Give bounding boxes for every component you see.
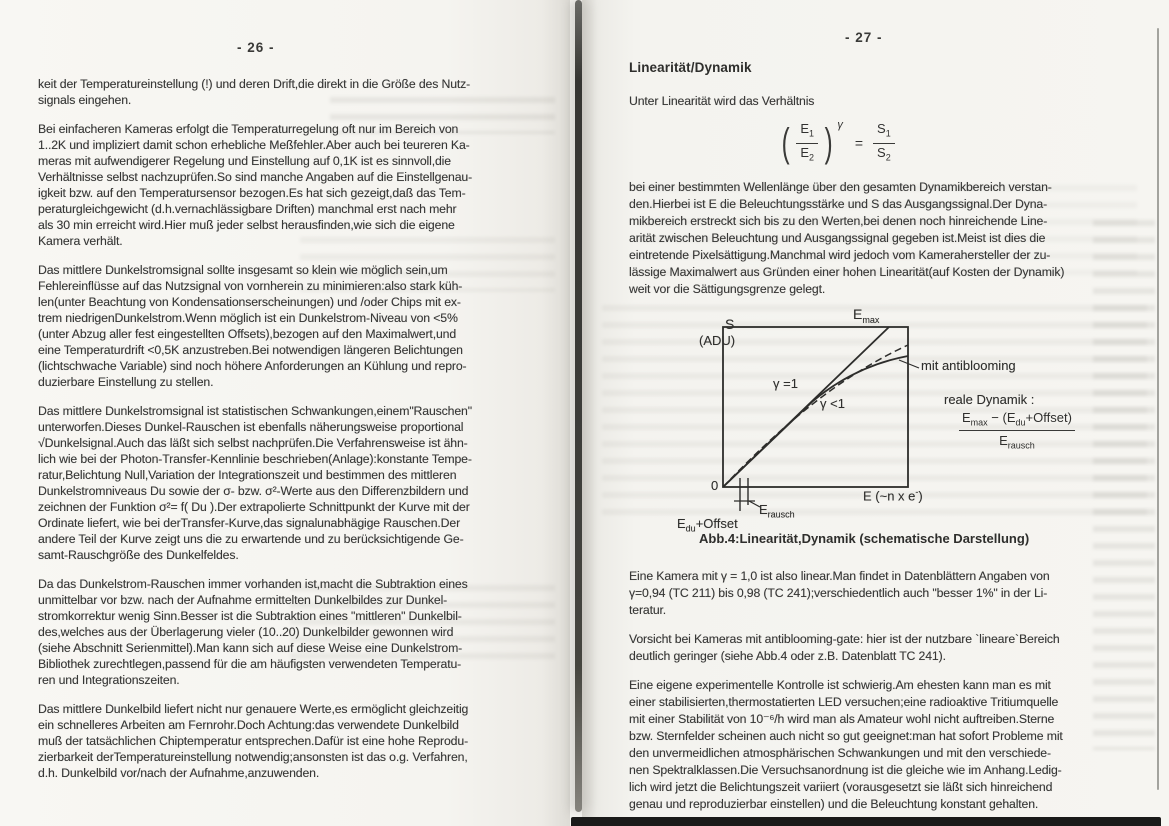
paragraph-dunkelstromsignal	[38, 262, 570, 390]
text-line: ren und Integrationszeiten.	[38, 673, 180, 687]
text-line: bei einer bestimmten Wellenlänge über den gesamten Dynamikbereich verstan-	[629, 180, 1052, 194]
text-line: Das mittlere Dunkelbild liefert nicht nur genauere Werte,es ermöglicht gleichzeitig	[38, 702, 469, 716]
text-line: Verhältnisse selbst nachzuprüfen.So sind manche Angaben auf die Einstellgenau-	[38, 170, 473, 184]
y-axis-symbol: S	[725, 316, 735, 332]
paragraph-dynamikbereich	[629, 179, 1144, 298]
text-line: andere Teil der Kurve zeigt uns die zu erwartende und zu berücksichtigende Ge-	[38, 532, 464, 546]
rhs-fraction	[873, 121, 895, 165]
paragraph-dunkelrauschen	[38, 403, 570, 563]
figure-caption: Abb.4:Linearität,Dynamik (schematische Darstellung)	[699, 531, 1030, 546]
text-line: teratur.	[629, 603, 667, 617]
lhs-denominator: $E_2$	[800, 144, 815, 163]
page-26-text-column	[38, 76, 570, 794]
text-line: samt-Rauschgröße des Dunkelfeldes.	[38, 548, 239, 562]
reale-dynamik-label: reale Dynamik :	[944, 392, 1035, 407]
scan-bottom-edge	[571, 817, 1161, 826]
text-line: trem niedrigenDunkelstrom.Wenn möglich ist ein Dunkelstrom-Niveau von <5%	[38, 311, 458, 325]
page-number-27: - 27 -	[845, 30, 883, 45]
antiblooming-curve	[723, 356, 908, 487]
emax-label: $E_{max}$	[853, 306, 880, 325]
text-line: mikbereich erstreckt sich bis zu den Werten,bei denen noch hinreichende Line-	[629, 214, 1048, 228]
text-line: duzierbare Einstellung zu stellen.	[38, 375, 214, 389]
text-line: Bei einfacheren Kameras erfolgt die Temperaturregelung oft nur im Bereich von	[38, 122, 459, 136]
text-line: eine Temperaturdrift <0,5K anzustreben.Bei notwendigen längeren Belichtungen	[38, 343, 463, 357]
text-line: zierbarkeit derTemperatureinstellung notwendig;ansonsten ist das o.g. Verfahren,	[38, 750, 468, 764]
origin-label: 0	[711, 478, 719, 493]
text-line: als 30 min erreicht wird.Hier muß jeder selbst herausfinden,wie sich die eigene	[38, 218, 455, 232]
y-axis-unit: (ADU)	[699, 333, 736, 348]
paragraph-vorsicht-antiblooming	[629, 631, 1144, 665]
text-line: Das mittlere Dunkelstromsignal ist statistischen Schwankungen,einem"Rauschen"	[38, 404, 472, 418]
text-line: Bibliothek zurechtlegen,passend für die am häufigsten verwendeten Temperatu-	[38, 657, 462, 671]
text-line: Dunkelstromniveaus Du sowie der σ- bzw. σ²-Werte aus den Differenzbildern und	[38, 484, 469, 498]
text-line: lässige Maximalwert aus Gründen einer hohen Linearität(auf Kosten der Dynamik)	[629, 265, 1065, 279]
rhs-numerator: $S_1$	[873, 121, 895, 144]
text-line: (unter Abzug aller fest eingestellten Offsets),bezogen auf den Maximalwert,und	[38, 327, 457, 341]
text-line: Kamera verhält.	[38, 234, 123, 248]
text-line: mit einer Stabilität von 10⁻⁶/h wird man als Amateur wohl nicht auftreiben.Sterne	[629, 712, 1055, 726]
text-line: Ordinate liefert, wie bei derTransfer-Kurve,das signalunabhägige Rauschen.Der	[38, 516, 461, 530]
paragraph-temperaturregelung	[38, 121, 570, 249]
text-line: igkeit bzw. auf den Temperatursensor bezogen.Es hat sich gezeigt,daß das Tem-	[38, 186, 466, 200]
paragraph-gamma-werte	[629, 568, 1144, 619]
figure-abb4	[627, 306, 1152, 560]
text-line: keit der Temperatureinstellung (!) und deren Drift,die direkt in die Größe des Nutz-	[38, 77, 471, 91]
text-line: weit vor die Sättigungsgrenze gelegt.	[629, 282, 826, 296]
x-axis-label: E (~n x e-)	[863, 487, 923, 504]
text-line: ratur,Belichtung Null,Variation der Integrationszeit und bestimmen des mittleren	[38, 468, 457, 482]
linearity-formula	[779, 117, 1144, 169]
right-paren: )	[824, 121, 833, 165]
text-line: meras mit aufwendigerer Regelung und Einstellung auf 0,1K ist es sinnvoll,die	[38, 154, 451, 168]
book-gutter-shadow	[575, 0, 582, 812]
text-line: arität zwischen Beleuchtung und Ausgangssignal gegeben ist.Meist ist dies die	[629, 231, 1046, 245]
page-27	[582, 0, 1169, 826]
gamma-exponent: γ	[837, 119, 843, 131]
text-line: √Dunkelsignal.Auch das läßt sich selbst nachprüfen.Die Verfahrensweise ist ähn-	[38, 436, 468, 450]
edu-offset-label: $E_{du}+Offset$	[677, 516, 738, 534]
page-number-26: - 26 -	[237, 40, 275, 55]
text-line: deutlich geringer (siehe Abb.4 oder z.B. Datenblatt TC 241).	[629, 649, 946, 663]
page-26	[0, 0, 570, 826]
text-line: eintretende Pixelsättigung.Manchmal wird jedoch vom Kamerahersteller der zu-	[629, 248, 1051, 262]
text-line: Fehlereinflüsse auf das Nutzsignal von vornherein zu minimieren:also stark küh-	[38, 279, 463, 293]
text-line: Das mittlere Dunkelstromsignal sollte insgesamt so klein wie möglich sein,um	[38, 263, 448, 277]
page-right-edge-line	[1157, 28, 1159, 790]
intro-line: Unter Linearität wird das Verhältnis	[629, 94, 815, 108]
reale-dynamik-formula	[959, 410, 1075, 450]
text-line: Da das Dunkelstrom-Rauschen immer vorhanden ist,macht die Subtraktion eines	[38, 577, 468, 591]
text-line: peraturgleichgewicht (d.h.vernachlässigbare Driften) manchmal erst nach mehr	[38, 202, 457, 216]
text-line: einer stabilisierten,thermostatierten LED versuchen;eine radioaktive Tritiumquelle	[629, 695, 1059, 709]
text-line: (siehe Abschnitt Serienmittel).Man kann sich auf diese Weise eine Dunkelstrom-	[38, 641, 463, 655]
text-line: ein schnelleres Arbeiten am Fernrohr.Doch Achtung:das verwendete Dunkelbild	[38, 718, 459, 732]
page-27-text-column	[629, 60, 1144, 825]
antiblooming-leader-line	[899, 360, 919, 368]
text-line: lich wird jetzt die Belichtungszeit variiert (vorausgesetzt sie läßt sich hinreichend	[629, 780, 1053, 794]
dynamik-denominator: $E_{rausch}$	[999, 432, 1035, 451]
text-line: genau und reproduzierbar einstellen) und die Beleuchtung konstant gehalten.	[629, 797, 1039, 811]
text-line: unmittelbar vor bzw. nach der Aufnahme ermittelten Dunkelbildes zur Dunkel-	[38, 593, 448, 607]
rhs-denominator: $S_2$	[877, 144, 891, 163]
text-line: Vorsicht bei Kameras mit antiblooming-gate: hier ist der nutzbare `lineare`Bereich	[629, 632, 1060, 646]
text-line: muß der tatsächlichen Chiptemperatur entsprechen.Dafür ist eine hohe Reprodu-	[38, 734, 469, 748]
lhs-numerator: $E_1$	[796, 121, 818, 144]
plot-frame	[723, 327, 908, 487]
gamma-eq-1-label: γ =1	[773, 376, 798, 391]
erausch-label: $E_{rausch}$	[759, 502, 795, 520]
antiblooming-label: mit antiblooming	[921, 358, 1016, 373]
text-line: lich wie bei der Photon-Transfer-Kennlinie beschrieben(Anlage):konstante Tempe-	[38, 452, 472, 466]
text-line: signals eingehen.	[38, 93, 132, 107]
paragraph-continuation	[38, 76, 570, 108]
text-line: 1..2K und impliziert damit schon erhebliche Meßfehler.Aber auch bei teureren Ka-	[38, 138, 470, 152]
text-line: unterworfen.Dieses Dunkel-Rauschen ist ebenfalls näherungsweise proportional	[38, 420, 464, 434]
text-line: Eine Kamera mit γ = 1,0 ist also linear.Man findet in Datenblättern Angaben von	[629, 569, 1050, 583]
paragraph-experimentelle-kontrolle	[629, 677, 1144, 813]
text-line: zeichnen der Funktion σ²= f( Du ).Der extrapolierte Schnittpunkt der Kurve mit der	[38, 500, 470, 514]
text-line: des,welches aus der Überlagerung vieler (10..20) Dunkelbilder gewonnen wird	[38, 625, 454, 639]
text-line: len(unter Beachtung von Kondensationserscheinungen) und /oder Chips mit ex-	[38, 295, 461, 309]
text-line: γ=0,94 (TC 211) bis 0,98 (TC 241);verschiedentlich auch "besser 1%" in der Li-	[629, 586, 1048, 600]
dynamik-numerator: $E_{max}$ − $(E_{du}+Offset)$	[959, 410, 1075, 431]
text-line: d.h. Dunkelbild vor/nach der Aufnahme,anzuwenden.	[38, 766, 320, 780]
text-line: den.Hierbei ist E die Beleuchtungsstärke und S das Ausgangssignal.Der Dyna-	[629, 197, 1048, 211]
text-line: den unvermeidlichen atmosphärischen Schwankungen und mit den verschiede-	[629, 746, 1051, 760]
text-line: nen Spektralklassen.Die Versuchsanordnung ist die gleiche wie im Anhang.Ledig-	[629, 763, 1062, 777]
text-line: bzw. Sternfelder scheinen auch nicht so gut geeignet:man hat sofort Probleme mit	[629, 729, 1063, 743]
text-line: stromkorrektur wenig Sinn.Besser ist die Subtraktion eines "mittleren" Dunkelbil-	[38, 609, 462, 623]
text-line: Eine eigene experimentelle Kontrolle ist schwierig.Am ehesten kann man es mit	[629, 678, 1051, 692]
lhs-fraction	[796, 121, 818, 165]
section-title: Linearität/Dynamik	[629, 60, 752, 75]
left-paren: (	[781, 121, 790, 165]
paragraph-mittleres-dunkelbild	[38, 701, 570, 781]
paragraph-dunkelbild-subtraktion	[38, 576, 570, 688]
equals-sign: =	[854, 135, 864, 151]
text-line: (lichtschwache Variable) sind noch höhere Anforderungen an Kühlung und repro-	[38, 359, 467, 373]
gamma-lt-1-label: γ <1	[820, 396, 845, 411]
gamma-lt-1-dashed-curve	[723, 345, 908, 487]
